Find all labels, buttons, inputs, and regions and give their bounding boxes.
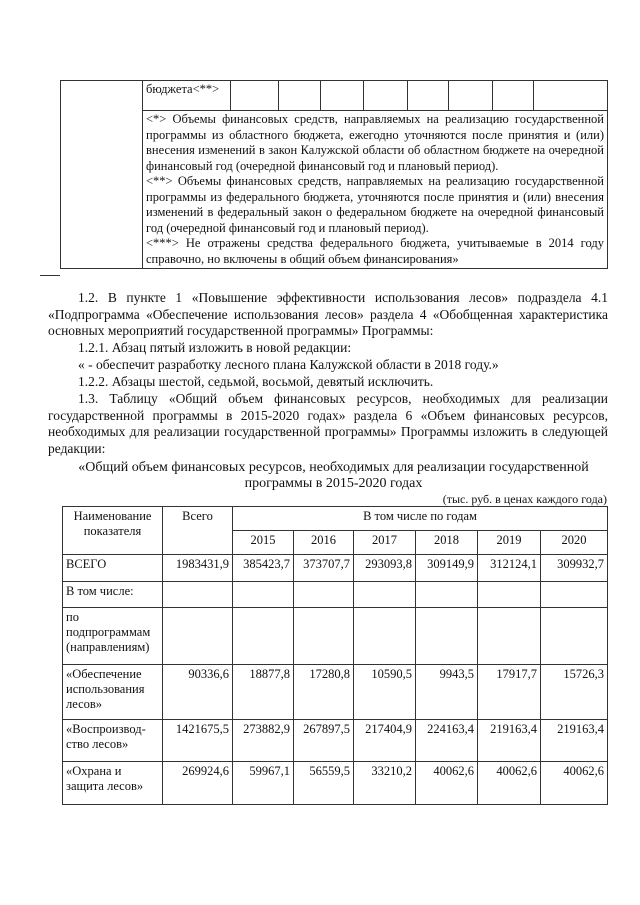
value-cell xyxy=(416,582,478,608)
value-cell xyxy=(233,608,294,665)
paragraph-1-2-1: 1.2.1. Абзац пятый изложить в новой редакции: xyxy=(78,340,352,355)
value-cell xyxy=(233,582,294,608)
row-label: по подпрограммам (направлениям) xyxy=(63,608,163,665)
value-cell: 18877,8 xyxy=(233,665,294,720)
paragraph-quote: « - обеспечит разработку лесного плана Калужской области в 2018 году.» xyxy=(78,357,499,372)
value-cell: 219163,4 xyxy=(541,720,608,762)
value-cell: 273882,9 xyxy=(233,720,294,762)
value-cell: 293093,8 xyxy=(354,555,416,582)
header-name: Наименование показателя xyxy=(63,507,163,555)
value-cell: 224163,4 xyxy=(416,720,478,762)
value-cell: 1421675,5 xyxy=(163,720,233,762)
value-cell: 10590,5 xyxy=(354,665,416,720)
value-cell xyxy=(354,582,416,608)
paragraph-1-2-2: 1.2.2. Абзацы шестой, седьмой, восьмой, девятый исключить. xyxy=(78,374,434,389)
header-year: 2020 xyxy=(541,531,608,555)
value-cell: 17280,8 xyxy=(294,665,354,720)
value-cell: 309149,9 xyxy=(416,555,478,582)
value-cell: 1983431,9 xyxy=(163,555,233,582)
value-cell xyxy=(541,608,608,665)
value-cell: 56559,5 xyxy=(294,762,354,805)
header-total: Всего xyxy=(163,507,233,555)
table-title: «Общий объем финансовых ресурсов, необходимых для реализации государственной программы в 2015-2020 годах xyxy=(78,460,589,491)
table-row xyxy=(63,555,608,582)
value-cell xyxy=(294,582,354,608)
value-cell: 90336,6 xyxy=(163,665,233,720)
row-label: «Обеспечение использования лесов» xyxy=(63,665,163,720)
row-label: «Охрана и защита лесов» xyxy=(63,762,163,805)
paragraph-1-2: 1.2. В пункте 1 «Повышение эффективности использования лесов» подраздела 4.1 «Подпрограмма «Обеспечение использования лесов» раздела 4 «Обобщенная характеристика основных мероприятий государственной программы» Программы: xyxy=(48,290,608,338)
row-label: ВСЕГО xyxy=(63,555,163,582)
value-cell: 269924,6 xyxy=(163,762,233,805)
table-row xyxy=(63,582,608,608)
value-cell: 309932,7 xyxy=(541,555,608,582)
value-cell xyxy=(416,608,478,665)
value-cell xyxy=(163,608,233,665)
value-cell: 9943,5 xyxy=(416,665,478,720)
row-label: В том числе: xyxy=(63,582,163,608)
value-cell: 217404,9 xyxy=(354,720,416,762)
table-row xyxy=(63,762,608,805)
header-year: 2019 xyxy=(478,531,541,555)
paragraph-1-3: 1.3. Таблицу «Общий объем финансовых ресурсов, необходимых для реализации государственной программы в 2015-2020 годах» раздела 6 «Объем финансовых ресурсов, необходимых для реализации государственной программы» Программы изложить в следующей редакции: xyxy=(48,391,608,456)
value-cell: 40062,6 xyxy=(478,762,541,805)
table-border-stub xyxy=(40,275,60,276)
row-label: бюджета<**> xyxy=(143,81,231,111)
table-row xyxy=(63,608,608,665)
value-cell: 385423,7 xyxy=(233,555,294,582)
value-cell: 219163,4 xyxy=(478,720,541,762)
value-cell: 15726,3 xyxy=(541,665,608,720)
value-cell: 40062,6 xyxy=(416,762,478,805)
row-label: «Воспроизвод-ство лесов» xyxy=(63,720,163,762)
value-cell: 59967,1 xyxy=(233,762,294,805)
footnotes-table xyxy=(60,80,608,269)
value-cell xyxy=(294,608,354,665)
value-cell: 312124,1 xyxy=(478,555,541,582)
value-cell: 40062,6 xyxy=(541,762,608,805)
units-note: (тыс. руб. в ценах каждого года) xyxy=(442,492,607,506)
value-cell: 373707,7 xyxy=(294,555,354,582)
header-year: 2016 xyxy=(294,531,354,555)
footnote-1: <*> Объемы финансовых средств, направляемых на реализацию государственной программы из областного бюджета, ежегодно уточняются после принятия и (или) внесения изменений в закон Калужской области об областном бюджете на очередной финансовый год (очередной финансовый год и плановый период). xyxy=(146,112,604,173)
value-cell xyxy=(478,582,541,608)
footnotes xyxy=(143,111,608,269)
header-years: В том числе по годам xyxy=(233,507,608,531)
financing-table xyxy=(62,506,608,805)
footnote-2: <**> Объемы финансовых средств, направляемых на реализацию государственной программы из федерального бюджета, уточняются после принятия и (или) внесения изменений в федеральный закон о федеральном бюджете на очередной финансовый год (очередной финансовый год и плановый период). xyxy=(146,174,604,235)
value-cell xyxy=(478,608,541,665)
value-cell: 267897,5 xyxy=(294,720,354,762)
empty-cell xyxy=(61,81,143,269)
table-row xyxy=(63,720,608,762)
value-cell xyxy=(541,582,608,608)
header-year: 2015 xyxy=(233,531,294,555)
header-year: 2018 xyxy=(416,531,478,555)
table-row xyxy=(63,665,608,720)
value-cell xyxy=(163,582,233,608)
value-cell: 17917,7 xyxy=(478,665,541,720)
value-cell xyxy=(354,608,416,665)
header-year: 2017 xyxy=(354,531,416,555)
footnote-3: <***> Не отражены средства федерального бюджета, учитываемые в 2014 году справочно, но включены в общий объем финансирования» xyxy=(146,236,604,266)
value-cell: 33210,2 xyxy=(354,762,416,805)
